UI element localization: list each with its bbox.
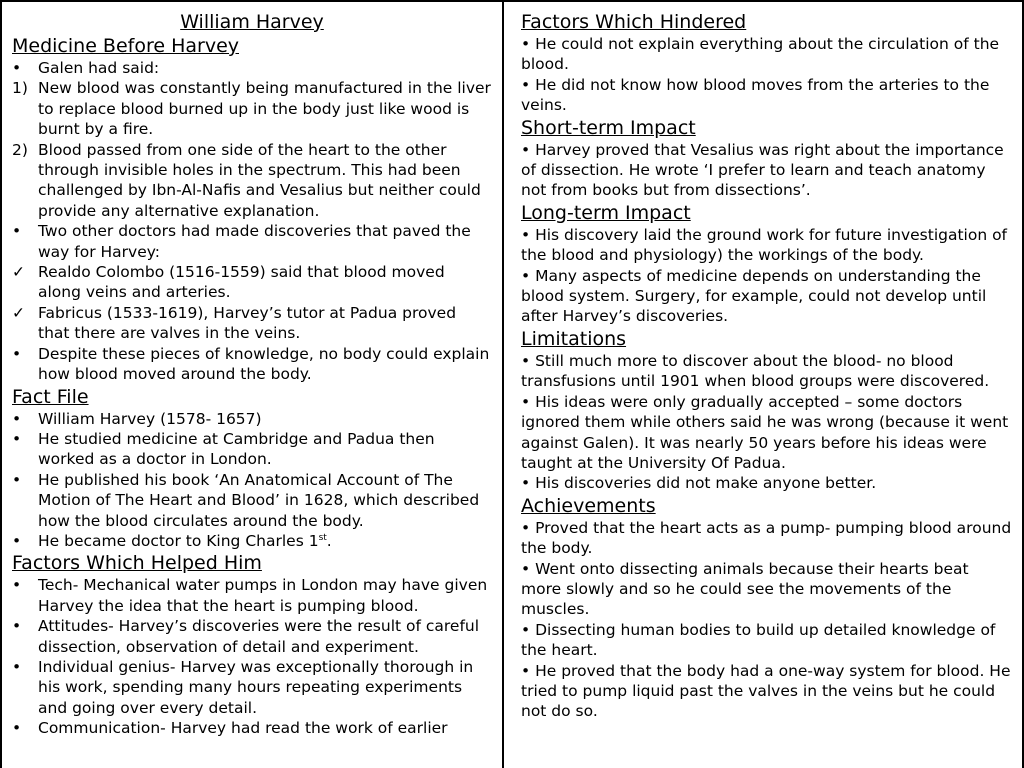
bullet-icon: • (12, 719, 22, 738)
list-item-text: Dissecting human bodies to build up detailed knowledge of the heart. (521, 620, 996, 660)
list-item-text: Tech- Mechanical water pumps in London may have given Harvey the idea that the heart is pumping blood. (38, 576, 488, 615)
bullet-icon: • (521, 266, 531, 285)
list-item-text: Fabricus (1533-1619), Harvey’s tutor at Padua proved that there are valves in the veins. (38, 303, 457, 343)
bullet-icon: • (12, 576, 22, 595)
list-item (521, 351, 1012, 392)
bullet-icon: • (12, 409, 22, 428)
bullet-icon: • (521, 474, 531, 493)
page-title: William Harvey (180, 11, 324, 33)
list-item-text: Many aspects of medicine depends on understanding the blood system. Surgery, for example, could not develop until after Harvey’s discoveries. (521, 266, 987, 326)
list-item (12, 221, 492, 262)
list-item (521, 34, 1012, 75)
bullet-icon: • (12, 531, 22, 550)
list-item-text: Two other doctors had made discoveries that paved the way for Harvey: (38, 222, 471, 261)
list-item-text: He proved that the body had a one-way system for blood. He tried to pump liquid past the valves in the veins but he could not do so. (521, 661, 1011, 721)
bullet-icon: • (12, 617, 22, 636)
list-item (521, 473, 1012, 493)
checkmark-icon: ✓ (12, 303, 25, 322)
bullet-icon: • (521, 392, 531, 411)
list-item-text: Realdo Colombo (1516-1559) said that blood moved along veins and arteries. (38, 263, 445, 302)
list-number: 2) (12, 140, 28, 159)
list-item-text: He became doctor to King Charles 1 (38, 531, 319, 550)
bullet-icon: • (12, 429, 22, 448)
list-item-text: William Harvey (1578- 1657) (38, 409, 262, 428)
list-item (12, 262, 492, 303)
list-item (521, 75, 1012, 116)
list-item (521, 620, 1012, 661)
list-item-text: Harvey proved that Vesalius was right about the importance of dissection. He wrote ‘I prefer to learn and teach anatomy not from books but from dissections’. (521, 140, 1004, 200)
bullet-icon: • (12, 470, 22, 489)
list-item (521, 518, 1012, 559)
bullet-icon: • (12, 657, 22, 676)
list-item (521, 266, 1012, 327)
bullet-icon: • (521, 661, 531, 680)
list-item-text: He studied medicine at Cambridge and Padua then worked as a doctor in London. (38, 429, 435, 469)
section-heading-long-term-impact: Long-term Impact (521, 201, 691, 224)
left-column (0, 0, 504, 768)
list-item (12, 575, 492, 616)
bullet-icon: • (521, 559, 531, 578)
list-item (12, 616, 492, 657)
list-item-text: His discoveries did not make anyone better. (535, 474, 877, 493)
bullet-icon: • (521, 35, 531, 53)
bullet-icon: • (12, 59, 22, 77)
bullet-icon: • (521, 225, 531, 244)
list-item-text: Proved that the heart acts as a pump- pumping blood around the body. (521, 518, 1012, 558)
list-item (12, 78, 492, 139)
section-heading-short-term-impact: Short-term Impact (521, 116, 696, 139)
bullet-icon: • (521, 620, 531, 639)
list-item-text: He could not explain everything about the circulation of the blood. (521, 35, 1000, 74)
bullet-icon: • (521, 518, 531, 537)
section-heading-factors-which-hindered: Factors Which Hindered (521, 11, 747, 33)
section-heading-fact-file: Fact File (12, 385, 89, 408)
section-heading-medicine-before-harvey: Medicine Before Harvey (12, 35, 239, 57)
list-item (12, 429, 492, 470)
list-item-text: His discovery laid the ground work for future investigation of the blood and physiology) the workings of the body. (521, 225, 1008, 265)
list-item-text: Despite these pieces of knowledge, no body could explain how blood moved around the body. (38, 344, 490, 384)
list-item-text: New blood was constantly being manufactured in the liver to replace blood burned up in the body just like wood is burnt by a fire. (38, 79, 491, 139)
bullet-icon: • (12, 344, 22, 363)
section-heading-factors-which-helped-him: Factors Which Helped Him (12, 552, 262, 575)
list-item (12, 344, 492, 385)
list-item-text: Communication- Harvey had read the work of earlier (38, 719, 448, 738)
list-item (521, 559, 1012, 620)
list-item-text: He published his book ‘An Anatomical Account of The Motion of The Heart and Blood’ in 1628, which described how the blood circulates around the body. (38, 470, 480, 530)
bullet-icon: • (521, 351, 531, 370)
right-column (504, 0, 1024, 768)
list-item-text: His ideas were only gradually accepted – some doctors ignored them while others said he was wrong (because it went against Galen). It was nearly 50 years before his ideas were taught at the University Of Padua. (521, 392, 1009, 472)
bullet-icon: • (521, 75, 531, 94)
list-item-text: He did not know how blood moves from the arteries to the veins. (521, 75, 990, 115)
list-item (12, 531, 492, 551)
list-item (12, 303, 492, 344)
bullet-icon: • (12, 222, 22, 241)
list-item (12, 140, 492, 222)
superscript: st (318, 532, 327, 543)
list-item (521, 392, 1012, 474)
list-item (12, 718, 492, 738)
list-item-text: Galen had said: (38, 59, 160, 77)
section-heading-limitations: Limitations (521, 327, 627, 350)
list-item-text: Attitudes- Harvey’s discoveries were the result of careful dissection, observation of detail and experiment. (38, 617, 480, 656)
list-item-text: Individual genius- Harvey was exceptionally thorough in his work, spending many hours repeating experiments and going over every detail. (38, 657, 474, 717)
section-heading-achievements: Achievements (521, 494, 656, 517)
list-item-text: Went onto dissecting animals because their hearts beat more slowly and so he could see the movements of the muscles. (521, 559, 969, 619)
list-number: 1) (12, 79, 28, 98)
list-item (12, 470, 492, 531)
list-item (521, 140, 1012, 201)
list-item (521, 225, 1012, 266)
list-item (12, 58, 492, 78)
list-item (12, 657, 492, 718)
list-item-text: Still much more to discover about the blood- no blood transfusions until 1901 when blood groups were discovered. (521, 351, 990, 391)
checkmark-icon: ✓ (12, 263, 25, 282)
list-item-tail: . (326, 531, 332, 550)
list-item-text: Blood passed from one side of the heart to the other through invisible holes in the spectrum. This had been challenged by Ibn-Al-Nafis and Vesalius but neither could provide any alternative explanation. (38, 140, 481, 220)
list-item (521, 661, 1012, 722)
list-item (12, 409, 492, 429)
bullet-icon: • (521, 140, 531, 159)
